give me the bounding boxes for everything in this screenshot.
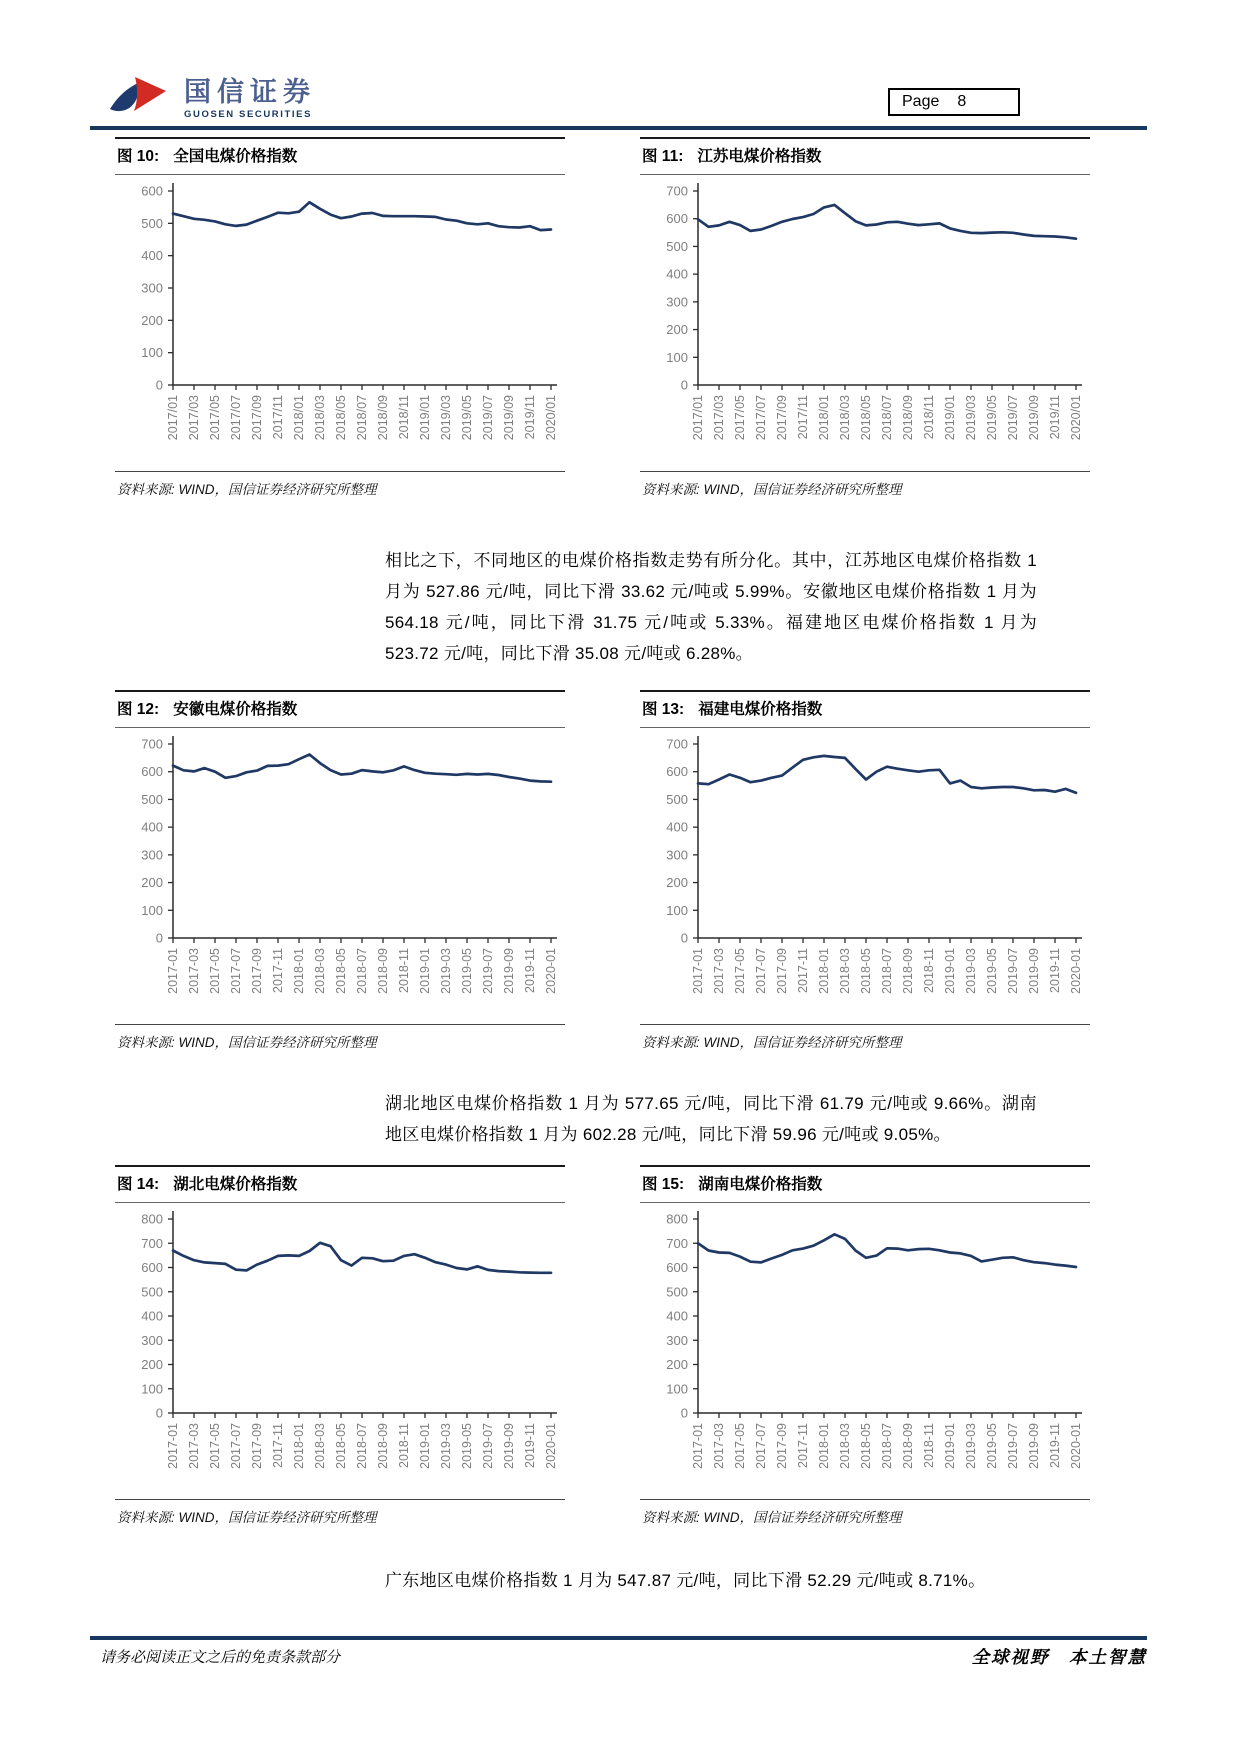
svg-text:2018-11: 2018-11 xyxy=(922,1423,936,1468)
svg-text:2017-11: 2017-11 xyxy=(796,1423,810,1468)
svg-text:600: 600 xyxy=(666,1260,688,1275)
svg-text:2017/01: 2017/01 xyxy=(166,395,180,441)
svg-text:2018/03: 2018/03 xyxy=(838,395,852,441)
svg-text:600: 600 xyxy=(141,764,163,780)
svg-text:400: 400 xyxy=(141,1308,163,1324)
figure-15-chart xyxy=(640,1203,1090,1499)
svg-text:100: 100 xyxy=(141,1381,163,1397)
svg-text:0: 0 xyxy=(155,377,163,393)
svg-text:2017-05: 2017-05 xyxy=(733,1423,747,1469)
figure-10 xyxy=(115,137,565,498)
svg-text:2018/11: 2018/11 xyxy=(922,395,936,440)
svg-text:2018-01: 2018-01 xyxy=(817,1423,831,1469)
svg-text:0: 0 xyxy=(680,930,688,946)
svg-text:500: 500 xyxy=(666,791,688,807)
figure-14-chart xyxy=(115,1203,565,1499)
svg-text:300: 300 xyxy=(666,847,688,863)
figure-12 xyxy=(115,690,565,1051)
figure-15-number: 图 15: xyxy=(642,1176,685,1193)
figure-10-chart xyxy=(115,175,565,471)
svg-text:2019-07: 2019-07 xyxy=(481,1423,495,1469)
figure-11-title xyxy=(640,137,1090,175)
svg-text:400: 400 xyxy=(141,819,163,835)
svg-text:2017/11: 2017/11 xyxy=(271,395,285,440)
svg-text:2017-05: 2017-05 xyxy=(208,948,222,994)
svg-text:2019/01: 2019/01 xyxy=(943,395,957,441)
svg-text:2018-09: 2018-09 xyxy=(376,1423,390,1469)
svg-text:2018-01: 2018-01 xyxy=(292,948,306,994)
svg-text:2018/07: 2018/07 xyxy=(880,395,894,441)
svg-text:600: 600 xyxy=(141,1260,163,1275)
svg-text:400: 400 xyxy=(666,1308,688,1324)
svg-text:2018-05: 2018-05 xyxy=(334,1423,348,1469)
figure-15-title xyxy=(640,1165,1090,1203)
figure-12-number: 图 12: xyxy=(117,701,160,718)
svg-text:2018-07: 2018-07 xyxy=(355,1423,369,1469)
svg-text:600: 600 xyxy=(666,764,688,780)
svg-text:200: 200 xyxy=(666,322,688,338)
svg-text:700: 700 xyxy=(141,736,163,752)
figure-14-number: 图 14: xyxy=(117,1176,160,1193)
brand-text xyxy=(184,74,316,120)
svg-text:2020-01: 2020-01 xyxy=(544,948,558,994)
svg-text:200: 200 xyxy=(666,875,688,891)
svg-text:2018-07: 2018-07 xyxy=(355,948,369,994)
footer-slogan: 全球视野 本土智慧 xyxy=(971,1647,1147,1667)
svg-text:2019-05: 2019-05 xyxy=(985,948,999,994)
svg-text:2018-09: 2018-09 xyxy=(901,1423,915,1469)
svg-text:2018-11: 2018-11 xyxy=(922,948,936,993)
svg-text:2017-11: 2017-11 xyxy=(271,948,285,993)
figure-10-number: 图 10: xyxy=(117,148,160,165)
svg-text:800: 800 xyxy=(666,1211,688,1227)
svg-text:2019-03: 2019-03 xyxy=(439,948,453,994)
svg-text:300: 300 xyxy=(666,1332,688,1348)
svg-text:2017/11: 2017/11 xyxy=(796,395,810,440)
svg-text:2019-05: 2019-05 xyxy=(460,948,474,994)
brand-name-en: GUOSEN SECURITIES xyxy=(184,109,313,120)
svg-text:2017-09: 2017-09 xyxy=(250,948,264,994)
paragraph-regional-comparison: 相比之下，不同地区的电煤价格指数走势有所分化。其中，江苏地区电煤价格指数 1 月为 527.86 元/吨，同比下滑 33.62 元/吨或 5.99%。安徽地区电煤价格指数 1 月为 564.18 元/吨，同比下滑 31.75 元/吨或 5.33%。福建地区电煤价格指数 1 月为 523.72 元/吨，同比下滑 35.08 元/吨或 6.28%。 xyxy=(385,551,1037,663)
svg-text:500: 500 xyxy=(141,215,163,231)
figure-14-title xyxy=(115,1165,565,1203)
svg-text:2017/07: 2017/07 xyxy=(754,395,768,441)
svg-text:2017/09: 2017/09 xyxy=(250,395,264,441)
svg-text:2018-07: 2018-07 xyxy=(880,948,894,994)
company-logo xyxy=(108,74,316,122)
brand-name-cn: 国信证券 xyxy=(184,77,316,107)
page-number: 8 xyxy=(957,93,967,110)
svg-text:2017-09: 2017-09 xyxy=(775,1423,789,1469)
svg-text:500: 500 xyxy=(141,791,163,807)
paragraph-guangdong: 广东地区电煤价格指数 1 月为 547.87 元/吨，同比下滑 52.29 元/吨或 8.71%。 xyxy=(385,1571,986,1590)
svg-text:2019/01: 2019/01 xyxy=(418,395,432,441)
svg-text:2019-09: 2019-09 xyxy=(1027,1423,1041,1469)
figure-13-source: 资料来源: WIND，国信证券经济研究所整理 xyxy=(640,1024,1090,1051)
svg-text:700: 700 xyxy=(666,183,688,199)
svg-text:2019-11: 2019-11 xyxy=(1048,1423,1062,1468)
svg-text:0: 0 xyxy=(680,377,688,393)
svg-text:2018/01: 2018/01 xyxy=(817,395,831,441)
svg-text:2018-07: 2018-07 xyxy=(880,1423,894,1469)
svg-text:2019-09: 2019-09 xyxy=(1027,948,1041,994)
page-label: Page xyxy=(902,93,940,110)
guosen-logo-icon xyxy=(108,74,170,122)
svg-text:2019-05: 2019-05 xyxy=(985,1423,999,1469)
svg-text:2018/01: 2018/01 xyxy=(292,395,306,441)
svg-text:100: 100 xyxy=(141,902,163,918)
svg-text:2018-09: 2018-09 xyxy=(376,948,390,994)
figure-15 xyxy=(640,1165,1090,1526)
svg-text:2019/09: 2019/09 xyxy=(502,395,516,441)
svg-text:2019/07: 2019/07 xyxy=(1006,395,1020,441)
svg-text:2019-01: 2019-01 xyxy=(418,1423,432,1469)
svg-text:2017-03: 2017-03 xyxy=(712,1423,726,1469)
svg-text:100: 100 xyxy=(666,902,688,918)
svg-text:2019-01: 2019-01 xyxy=(943,948,957,994)
svg-text:2018-11: 2018-11 xyxy=(397,948,411,993)
figure-11-number: 图 11: xyxy=(642,148,684,165)
svg-text:2019-11: 2019-11 xyxy=(1048,948,1062,993)
svg-text:2020-01: 2020-01 xyxy=(1069,1423,1083,1469)
svg-text:2017-07: 2017-07 xyxy=(229,1423,243,1469)
svg-text:2019-01: 2019-01 xyxy=(943,1423,957,1469)
svg-text:2018-01: 2018-01 xyxy=(292,1423,306,1469)
svg-text:700: 700 xyxy=(666,1235,688,1251)
figure-10-name: 全国电煤价格指数 xyxy=(173,148,298,165)
svg-text:2019/11: 2019/11 xyxy=(1048,395,1062,440)
svg-text:2019-09: 2019-09 xyxy=(502,948,516,994)
svg-text:2019/11: 2019/11 xyxy=(523,395,537,440)
figure-14-name: 湖北电煤价格指数 xyxy=(173,1176,298,1193)
svg-text:300: 300 xyxy=(141,847,163,863)
svg-text:700: 700 xyxy=(141,1235,163,1251)
svg-text:2018/09: 2018/09 xyxy=(376,395,390,441)
svg-text:2017-01: 2017-01 xyxy=(166,1423,180,1469)
svg-text:2018/05: 2018/05 xyxy=(334,395,348,441)
svg-text:200: 200 xyxy=(141,875,163,891)
svg-text:2017/05: 2017/05 xyxy=(208,395,222,441)
svg-text:2017-03: 2017-03 xyxy=(187,1423,201,1469)
svg-text:0: 0 xyxy=(155,930,163,946)
figure-13 xyxy=(640,690,1090,1051)
svg-text:100: 100 xyxy=(666,349,688,365)
svg-text:2018/11: 2018/11 xyxy=(397,395,411,440)
svg-text:2019/09: 2019/09 xyxy=(1027,395,1041,441)
figure-12-chart xyxy=(115,728,565,1024)
svg-text:100: 100 xyxy=(666,1381,688,1397)
svg-text:800: 800 xyxy=(141,1211,163,1227)
svg-text:2018/03: 2018/03 xyxy=(313,395,327,441)
figure-13-title xyxy=(640,690,1090,728)
svg-text:2019-03: 2019-03 xyxy=(964,1423,978,1469)
figure-12-source: 资料来源: WIND，国信证券经济研究所整理 xyxy=(115,1024,565,1051)
svg-text:2017/09: 2017/09 xyxy=(775,395,789,441)
page-number-box xyxy=(888,88,1020,116)
svg-text:600: 600 xyxy=(666,211,688,227)
svg-text:2019/05: 2019/05 xyxy=(460,395,474,441)
svg-text:2017/03: 2017/03 xyxy=(187,395,201,441)
svg-text:500: 500 xyxy=(141,1284,163,1300)
svg-text:2019/03: 2019/03 xyxy=(439,395,453,441)
svg-text:2018-09: 2018-09 xyxy=(901,948,915,994)
svg-text:2017/01: 2017/01 xyxy=(691,395,705,441)
figure-14 xyxy=(115,1165,565,1526)
figure-13-name: 福建电煤价格指数 xyxy=(698,701,823,718)
footer-disclaimer: 请务必阅读正文之后的免责条款部分 xyxy=(100,1649,341,1666)
svg-text:2019-11: 2019-11 xyxy=(523,1423,537,1468)
svg-text:2017-05: 2017-05 xyxy=(733,948,747,994)
svg-text:700: 700 xyxy=(666,736,688,752)
figure-10-title xyxy=(115,137,565,175)
svg-text:2019-03: 2019-03 xyxy=(964,948,978,994)
figure-14-source: 资料来源: WIND，国信证券经济研究所整理 xyxy=(115,1499,565,1526)
svg-text:2019-07: 2019-07 xyxy=(1006,948,1020,994)
svg-text:2019-03: 2019-03 xyxy=(439,1423,453,1469)
footer-rule xyxy=(90,1636,1147,1640)
svg-text:600: 600 xyxy=(141,183,163,199)
svg-text:2017-07: 2017-07 xyxy=(754,1423,768,1469)
svg-text:100: 100 xyxy=(141,345,163,361)
svg-text:300: 300 xyxy=(141,1332,163,1348)
figure-11-source: 资料来源: WIND，国信证券经济研究所整理 xyxy=(640,471,1090,498)
svg-text:2019/03: 2019/03 xyxy=(964,395,978,441)
figure-15-name: 湖南电煤价格指数 xyxy=(698,1176,823,1193)
svg-text:2019-07: 2019-07 xyxy=(481,948,495,994)
figure-13-number: 图 13: xyxy=(642,701,685,718)
svg-text:200: 200 xyxy=(666,1357,688,1372)
svg-text:2018-05: 2018-05 xyxy=(859,948,873,994)
svg-text:300: 300 xyxy=(141,280,163,296)
svg-text:2017-01: 2017-01 xyxy=(166,948,180,994)
svg-text:2018-01: 2018-01 xyxy=(817,948,831,994)
svg-text:2019-01: 2019-01 xyxy=(418,948,432,994)
svg-text:2017/05: 2017/05 xyxy=(733,395,747,441)
svg-text:2017-09: 2017-09 xyxy=(775,948,789,994)
svg-text:0: 0 xyxy=(680,1405,688,1421)
figure-13-chart xyxy=(640,728,1090,1024)
svg-text:2017-01: 2017-01 xyxy=(691,948,705,994)
svg-text:400: 400 xyxy=(666,266,688,282)
svg-text:2018/07: 2018/07 xyxy=(355,395,369,441)
svg-text:400: 400 xyxy=(141,248,163,264)
svg-text:2018-05: 2018-05 xyxy=(859,1423,873,1469)
svg-text:2019/07: 2019/07 xyxy=(481,395,495,441)
svg-text:2017-03: 2017-03 xyxy=(712,948,726,994)
svg-text:2017-07: 2017-07 xyxy=(229,948,243,994)
svg-text:2017-07: 2017-07 xyxy=(754,948,768,994)
svg-text:500: 500 xyxy=(666,238,688,254)
figure-15-source: 资料来源: WIND，国信证券经济研究所整理 xyxy=(640,1499,1090,1526)
figure-11 xyxy=(640,137,1090,498)
svg-text:200: 200 xyxy=(141,1357,163,1372)
figure-11-chart xyxy=(640,175,1090,471)
svg-text:2020-01: 2020-01 xyxy=(1069,948,1083,994)
figure-12-name: 安徽电煤价格指数 xyxy=(173,701,298,718)
svg-text:0: 0 xyxy=(155,1405,163,1421)
svg-text:2017-05: 2017-05 xyxy=(208,1423,222,1469)
figure-10-source: 资料来源: WIND，国信证券经济研究所整理 xyxy=(115,471,565,498)
svg-text:2017/03: 2017/03 xyxy=(712,395,726,441)
svg-text:2019-09: 2019-09 xyxy=(502,1423,516,1469)
svg-text:2019-05: 2019-05 xyxy=(460,1423,474,1469)
svg-text:2017-11: 2017-11 xyxy=(796,948,810,993)
svg-text:2018-11: 2018-11 xyxy=(397,1423,411,1468)
svg-text:300: 300 xyxy=(666,294,688,310)
svg-text:2018/05: 2018/05 xyxy=(859,395,873,441)
figure-11-name: 江苏电煤价格指数 xyxy=(697,148,822,165)
svg-text:2018-05: 2018-05 xyxy=(334,948,348,994)
svg-text:2017-03: 2017-03 xyxy=(187,948,201,994)
svg-text:2018-03: 2018-03 xyxy=(838,1423,852,1469)
svg-text:400: 400 xyxy=(666,819,688,835)
svg-text:500: 500 xyxy=(666,1284,688,1300)
svg-text:2019-07: 2019-07 xyxy=(1006,1423,1020,1469)
figure-12-title xyxy=(115,690,565,728)
svg-text:2019-11: 2019-11 xyxy=(523,948,537,993)
svg-text:2017-11: 2017-11 xyxy=(271,1423,285,1468)
svg-text:2020/01: 2020/01 xyxy=(1069,395,1083,441)
svg-text:2017/07: 2017/07 xyxy=(229,395,243,441)
svg-text:2018/09: 2018/09 xyxy=(901,395,915,441)
svg-text:200: 200 xyxy=(141,312,163,328)
paragraph-hubei-hunan: 湖北地区电煤价格指数 1 月为 577.65 元/吨，同比下滑 61.79 元/吨或 9.66%。湖南地区电煤价格指数 1 月为 602.28 元/吨，同比下滑 59.96 元/吨或 9.05%。 xyxy=(385,1094,1037,1144)
svg-text:2020-01: 2020-01 xyxy=(544,1423,558,1469)
svg-text:2019/05: 2019/05 xyxy=(985,395,999,441)
svg-text:2018-03: 2018-03 xyxy=(313,1423,327,1469)
svg-text:2020/01: 2020/01 xyxy=(544,395,558,441)
svg-text:2018-03: 2018-03 xyxy=(313,948,327,994)
header-rule xyxy=(90,126,1147,130)
svg-text:2018-03: 2018-03 xyxy=(838,948,852,994)
svg-text:2017-09: 2017-09 xyxy=(250,1423,264,1469)
svg-text:2017-01: 2017-01 xyxy=(691,1423,705,1469)
